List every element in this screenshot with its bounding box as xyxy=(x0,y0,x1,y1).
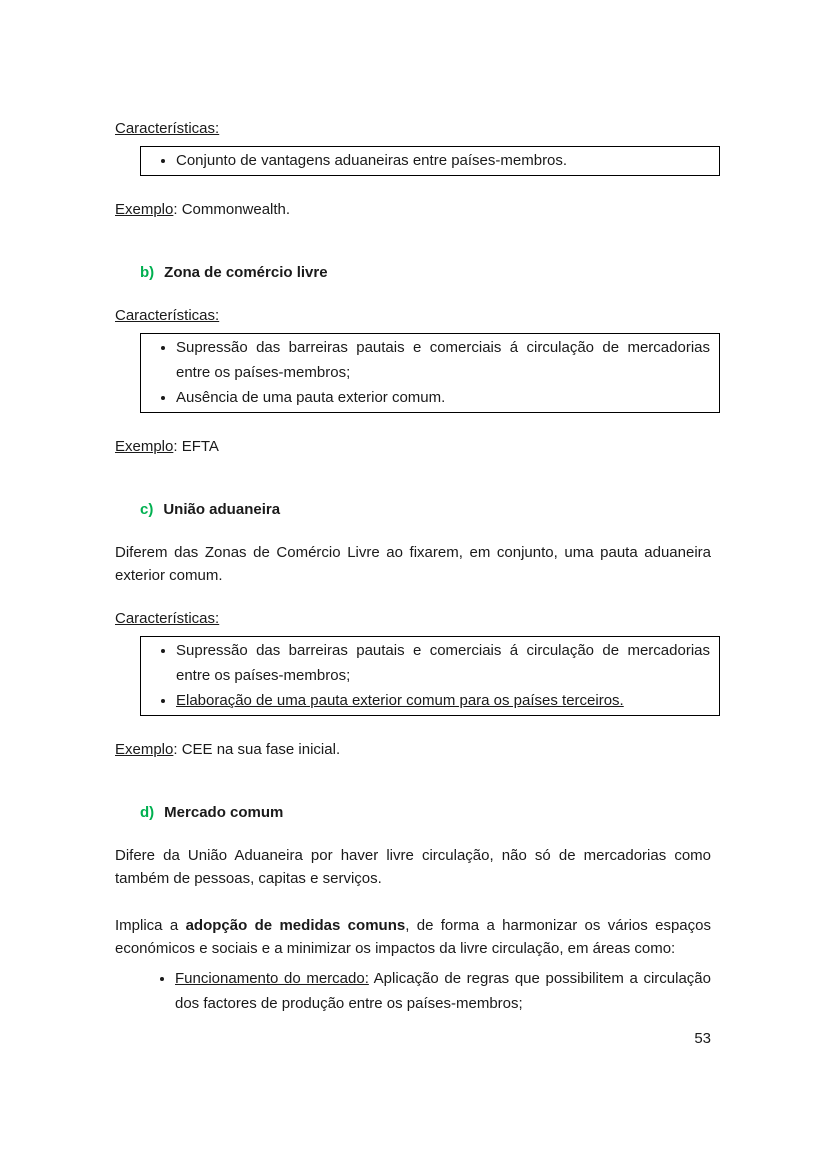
document-content xyxy=(115,117,711,1016)
heading-b xyxy=(140,261,711,284)
list-item xyxy=(176,385,710,410)
heading-title-d: Mercado comum xyxy=(164,804,284,821)
characteristics-box-a xyxy=(140,146,720,176)
bullet-label-underlined: Funcionamento do mercado: xyxy=(175,970,369,987)
exemplo-text: : Commonwealth. xyxy=(173,201,291,218)
paragraph-d2-rest: , de forma a harmonizar os vários espaços económicos e sociais e a minimizar os impactos da livre circulação, em áreas como: xyxy=(115,917,711,957)
list-item xyxy=(176,688,710,713)
caracteristicas-label: Características: xyxy=(115,307,220,324)
exemplo-text: : CEE na sua fase inicial. xyxy=(173,741,341,758)
list-item xyxy=(176,148,710,173)
caracteristicas-heading-c xyxy=(115,607,711,630)
list-item-text: Supressão das barreiras pautais e comerciais á circulação de mercadorias entre os países-membros; xyxy=(176,339,710,381)
paragraph-intro-c: Diferem das Zonas de Comércio Livre ao fixarem, em conjunto, uma pauta aduaneira exterior comum. xyxy=(115,544,711,584)
list-item-text: Supressão das barreiras pautais e comerciais á circulação de mercadorias entre os países-membros; xyxy=(176,642,710,684)
paragraph-d2 xyxy=(115,914,711,960)
heading-title-c: União aduaneira xyxy=(163,501,281,518)
heading-letter-b: b) xyxy=(140,264,155,281)
characteristics-box-c xyxy=(140,636,720,716)
heading-title-b: Zona de comércio livre xyxy=(164,264,328,281)
exemplo-line-b xyxy=(115,435,711,458)
exemplo-label: Exemplo xyxy=(115,438,174,455)
list-item-text: Conjunto de vantagens aduaneiras entre países-membros. xyxy=(176,152,568,169)
characteristics-box-b xyxy=(140,333,720,413)
heading-letter-c: c) xyxy=(140,501,154,518)
paragraph-d1: Difere da União Aduaneira por haver livre circulação, não só de mercadorias como também de pessoas, capitas e serviços. xyxy=(115,847,711,887)
bullet-list-b xyxy=(141,335,710,410)
list-item-text-underlined: Elaboração de uma pauta exterior comum para os países terceiros. xyxy=(176,692,624,709)
exemplo-text: : EFTA xyxy=(173,438,219,455)
bullet-text: Aplicação de regras que possibilitem a circulação dos factores de produção entre os países-membros; xyxy=(175,970,711,1012)
bullet-list-c xyxy=(141,638,710,713)
list-item xyxy=(176,638,710,688)
bullet-list-d xyxy=(115,966,711,1016)
exemplo-label: Exemplo xyxy=(115,201,174,218)
list-item xyxy=(176,335,710,385)
list-item xyxy=(175,966,711,1016)
caracteristicas-heading-a xyxy=(115,117,711,140)
heading-d xyxy=(140,801,711,824)
exemplo-line-c xyxy=(115,738,711,761)
exemplo-label: Exemplo xyxy=(115,741,174,758)
heading-letter-d: d) xyxy=(140,804,155,821)
page-number: 53 xyxy=(694,1030,711,1047)
bullet-list-a xyxy=(141,148,710,173)
caracteristicas-label: Características: xyxy=(115,120,220,137)
paragraph-d2-prefix: Implica a xyxy=(115,917,186,934)
list-item-text: Ausência de uma pauta exterior comum. xyxy=(176,389,446,406)
caracteristicas-heading-b xyxy=(115,304,711,327)
exemplo-line-a xyxy=(115,198,711,221)
caracteristicas-label: Características: xyxy=(115,610,220,627)
heading-c xyxy=(140,498,711,521)
paragraph-d2-bold: adopção de medidas comuns xyxy=(185,917,406,934)
